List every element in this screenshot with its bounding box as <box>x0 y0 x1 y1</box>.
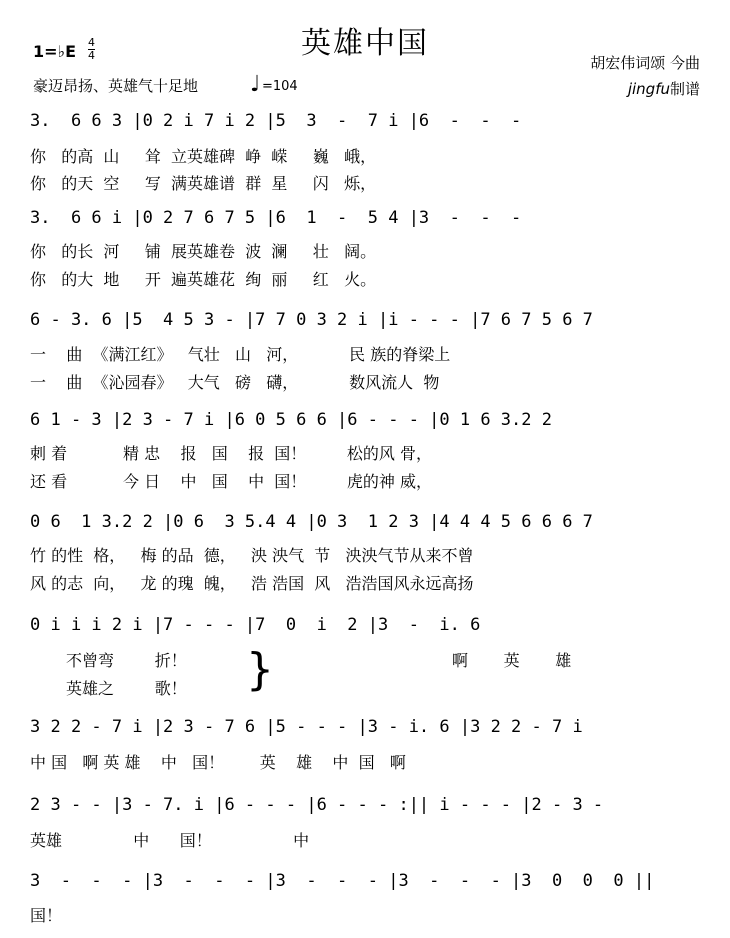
quarter-note-icon: ♩ <box>250 72 261 97</box>
composer-line: 胡宏伟词颂 今曲 <box>590 54 700 72</box>
notation-line: 0 6 1 3.2 2 |0 6 3 5.4 4 |0 3 1 2 3 |4 4 4 5 6 6 6 7 <box>30 512 593 532</box>
time-signature-bottom: 4 <box>88 49 95 62</box>
tempo-mark: =104 <box>262 79 298 94</box>
lyric-line: 一 曲 《沁园春》 大气 磅 礴， 数风流人 物 <box>30 373 440 392</box>
lyric-line: 英雄之 歌！ <box>66 679 187 698</box>
lyric-line: 国！ <box>30 906 63 925</box>
time-signature-top: 4 <box>88 36 95 49</box>
lyric-line: 你 的天 空 写 满英雄谱 群 星 闪 烁， <box>30 174 377 193</box>
notation-line: 0 i i i 2 i |7 - - - |7 0 i 2 |3 - i. 6 <box>30 615 481 635</box>
lyric-line: 英雄 中 国！ 中 <box>30 831 310 850</box>
lyric-line: 你 的长 河 铺 展英雄卷 波 澜 壮 阔。 <box>30 242 377 261</box>
lyric-line: 风 的志 向， 龙 的瑰 魄， 浩 浩国 风 浩浩国风永远高扬 <box>30 574 474 593</box>
lyric-line: 还 看 今 日 中 国 中 国！ 虎的神 威， <box>30 472 433 491</box>
brace-icon: } <box>246 644 274 695</box>
key-signature: 1=♭E <box>33 42 77 61</box>
lyric-line: 刺 着 精 忠 报 国 报 国！ 松的风 骨， <box>30 444 433 463</box>
notation-line: 3. 6 6 i |0 2 7 6 7 5 |6 1 - 5 4 |3 - - - <box>30 208 522 228</box>
expression-mark: 豪迈昂扬、英雄气十足地 <box>33 77 199 95</box>
transcriber-suffix: 制谱 <box>669 80 700 98</box>
lyric-line: 一 曲 《满江红》 气壮 山 河， 民 族的脊梁上 <box>30 345 451 364</box>
song-title: 英雄中国 <box>301 26 429 61</box>
lyric-line: 中 国 啊 英 雄 中 国！ 英 雄 中 国 啊 <box>30 753 406 772</box>
notation-line: 3 2 2 - 7 i |2 3 - 7 6 |5 - - - |3 - i. 6 |3 2 2 - 7 i <box>30 717 583 737</box>
lyric-line: 你 的高 山 耸 立英雄碑 峥 嵘 巍 峨， <box>30 147 377 166</box>
notation-line: 2 3 - - |3 - 7. i |6 - - - |6 - - - :|| i - - - |2 - 3 - <box>30 795 604 815</box>
notation-line: 3. 6 6 3 |0 2 i 7 i 2 |5 3 - 7 i |6 - - - <box>30 111 522 131</box>
lyric-line: 你 的大 地 开 遍英雄花 绚 丽 红 火。 <box>30 270 377 289</box>
transcriber-name: jingfu <box>627 80 670 98</box>
lyric-line: 竹 的性 格， 梅 的品 德， 泱 泱气 节 泱泱气节从来不曾 <box>30 546 474 565</box>
notation-line: 3 - - - |3 - - - |3 - - - |3 - - - |3 0 0 0 || <box>30 871 655 891</box>
lyric-line: 啊 英 雄 <box>452 651 572 670</box>
notation-line: 6 - 3. 6 |5 4 5 3 - |7 7 0 3 2 i |i - - - |7 6 7 5 6 7 <box>30 310 593 330</box>
lyric-line: 不曾弯 折！ <box>66 651 187 670</box>
notation-line: 6 1 - 3 |2 3 - 7 i |6 0 5 6 6 |6 - - - |0 1 6 3.2 2 <box>30 410 552 430</box>
